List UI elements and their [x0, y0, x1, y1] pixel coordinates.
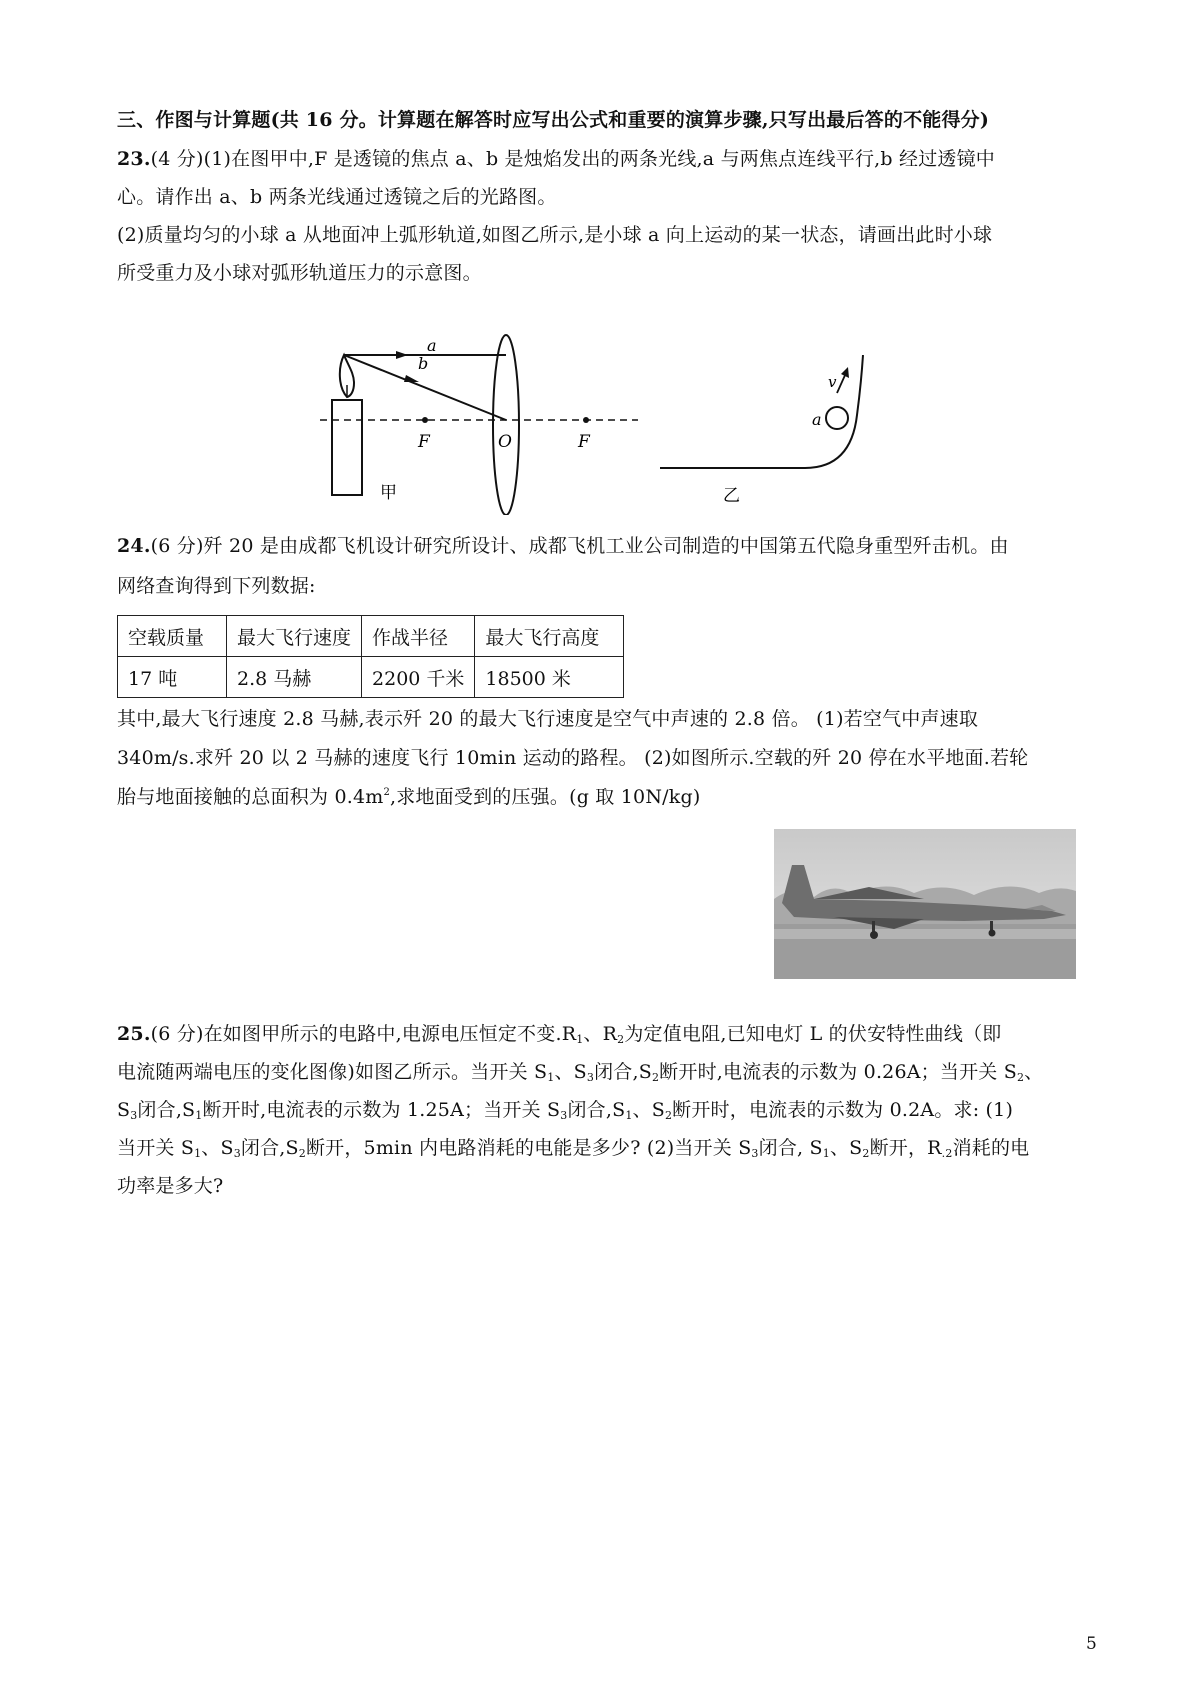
table-header-cell: 最大飞行高度 [475, 616, 624, 657]
candle [332, 400, 362, 495]
table-row [118, 657, 624, 698]
q25-line-4: 当开关 $S_1$、$S_3$闭合$,S_2$断开，5min 内电路消耗的电能是多少? (2)当开关 $S_3$闭合, $S_1$、$S_2$断开，$R_{.2}$消耗的电 [117, 1137, 1030, 1160]
q25-line-2: 电流随两端电压的变化图像)如图乙所示。当开关 $S_1$、$S_3$闭合$,S_2$断开时,电流表的示数为 0.26A；当开关 $S_2$、 [117, 1061, 1044, 1084]
q23-number: 23. [117, 148, 151, 170]
section-heading: 三、作图与计算题(共 16 分。计算题在解答时应写出公式和重要的演算步骤,只写出最后答的不能得分) [117, 109, 990, 131]
q24-number: 24. [117, 535, 151, 557]
q24-line-2: 网络查询得到下列数据: [117, 575, 316, 597]
arc-track [660, 355, 863, 468]
figure-yi-caption: 乙 [723, 486, 740, 506]
focus-point-left [422, 417, 428, 423]
q24-line-4: 340m/s.求歼 20 以 2 马赫的速度飞行 10min 运动的路程。 (2)如图所示.空载的歼 20 停在水平地面.若轮 [117, 747, 1029, 769]
j20-data-table [117, 615, 624, 698]
ray-a-arrow [396, 351, 408, 359]
velocity-label: v [828, 373, 837, 391]
q23-line-3: (2)质量均匀的小球 a 从地面冲上弧形轨道,如图乙所示,是小球 a 向上运动的某一状态，请画出此时小球 [117, 224, 993, 246]
ball-label: a [812, 410, 822, 429]
ray-b-label: b [418, 354, 429, 373]
table-cell: 17 吨 [118, 657, 227, 698]
ray-a-label: a [427, 336, 437, 355]
q24-line-1: 24.(6 分)歼 20 是由成都飞机设计研究所设计、成都飞机工业公司制造的中国第五代隐身重型歼击机。由 [117, 535, 1009, 557]
ray-b-arrow [404, 375, 419, 382]
table-header-cell: 最大飞行速度 [227, 616, 362, 657]
q25-line-3: $S_3$闭合$,S_1$断开时,电流表的示数为 1.25A；当开关 $S_3$闭合$,S_1$、$S_2$断开时，电流表的示数为 0.2A。求: (1) [117, 1099, 1014, 1122]
figure-yi-track-diagram [655, 355, 885, 515]
focus-right-label: F [578, 432, 590, 452]
page-number: 5 [1086, 1634, 1097, 1654]
q25-line-1: 25.(6 分)在如图甲所示的电路中,电源电压恒定不变$.R_1$、$R_2$为定值电阻,已知电灯 L 的伏安特性曲线（即 [117, 1023, 1002, 1046]
figure-jia-lens-diagram [320, 325, 640, 515]
q23-line-2: 心。请作出 a、b 两条光线通过透镜之后的光路图。 [117, 186, 557, 208]
focus-left-label: F [418, 432, 430, 452]
q23-line-1: 23.(4 分)(1)在图甲中,F 是透镜的焦点 a、b 是烛焰发出的两条光线,a 与两焦点连线平行,b 经过透镜中 [117, 148, 996, 170]
table-cell: 2.8 马赫 [227, 657, 362, 698]
center-label: O [498, 432, 512, 452]
velocity-arrow [837, 373, 846, 393]
q24-line-3: 其中,最大飞行速度 2.8 马赫,表示歼 20 的最大飞行速度是空气中声速的 2.8 倍。 (1)若空气中声速取 [117, 708, 979, 730]
ball-a [826, 407, 848, 429]
table-cell: 2200 千米 [362, 657, 475, 698]
table-cell: 18500 米 [475, 657, 624, 698]
q24-line-5: 胎与地面接触的总面积为 $0.4m^2$,求地面受到的压强。(g 取 10N/kg) [117, 786, 701, 808]
table-header-cell: 作战半径 [362, 616, 475, 657]
convex-lens [493, 335, 519, 515]
focus-point-right [583, 417, 589, 423]
q25-line-5: 功率是多大? [117, 1175, 224, 1197]
table-header-cell: 空载质量 [118, 616, 227, 657]
table-header-row [118, 616, 624, 657]
q25-number: 25. [117, 1023, 151, 1045]
q23-line-4: 所受重力及小球对弧形轨道压力的示意图。 [117, 262, 482, 284]
figure-jia-caption: 甲 [380, 483, 397, 503]
j20-aircraft-photo [774, 829, 1076, 979]
